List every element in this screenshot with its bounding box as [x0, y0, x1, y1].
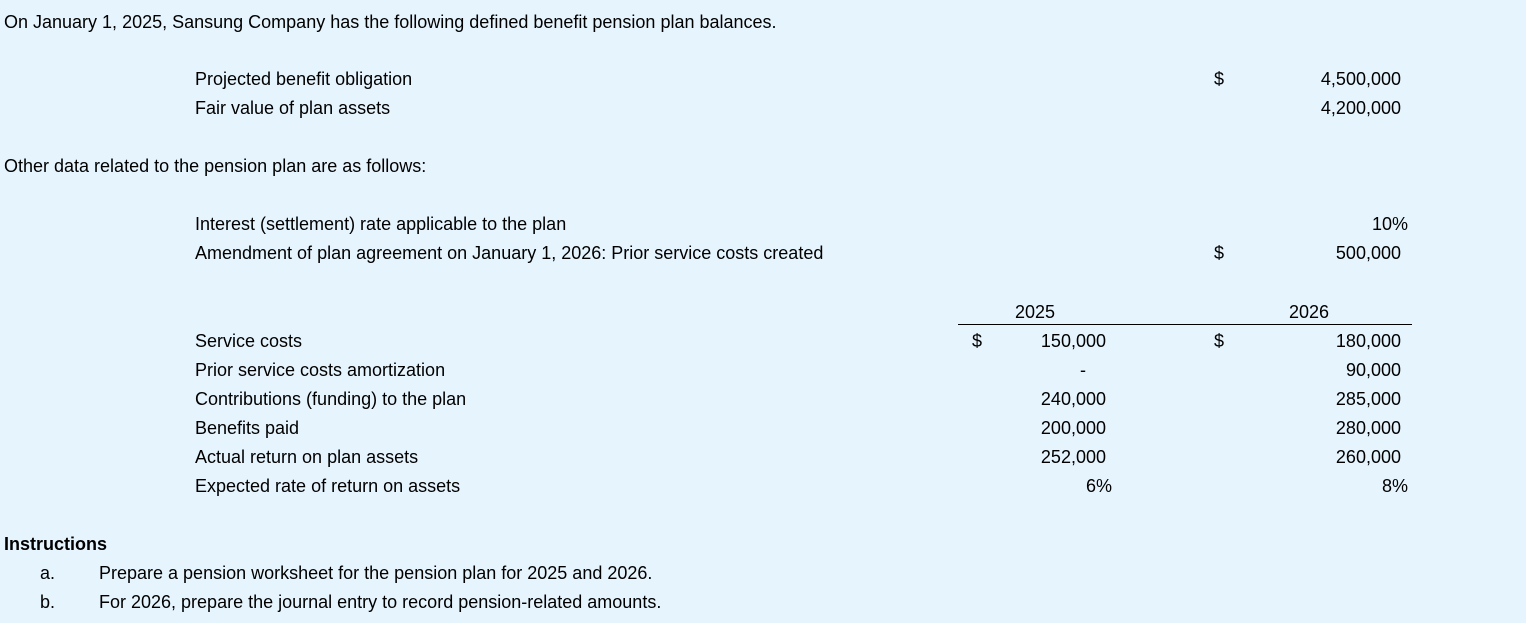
other-label-prior-service: Amendment of plan agreement on January 1, 2026: Prior service costs created: [195, 243, 824, 263]
row-label-actual-return: Actual return on plan assets: [195, 447, 419, 467]
row-value-2025-service-costs: 150,000: [1040, 331, 1106, 351]
intro-text: On January 1, 2025, Sansung Company has the following defined benefit pension plan balances.: [4, 12, 777, 32]
row-value-2025-expected-rate: 6%: [1085, 476, 1112, 496]
row-value-2026-actual-return: 260,000: [1335, 447, 1401, 467]
row-label-benefits-paid: Benefits paid: [195, 418, 300, 438]
instruction-letter-b: b.: [40, 592, 56, 612]
row-value-2026-service-costs: 180,000: [1335, 331, 1401, 351]
instruction-text-b: For 2026, prepare the journal entry to record pension-related amounts.: [99, 592, 662, 612]
column-header-2025: 2025: [1015, 302, 1056, 322]
balance-value-plan-assets: 4,200,000: [1320, 98, 1401, 118]
row-value-2025-contributions: 240,000: [1040, 389, 1106, 409]
row-currency-2026-service-costs: $: [1214, 331, 1225, 351]
other-value-prior-service: 500,000: [1335, 243, 1401, 263]
row-value-2026-contributions: 285,000: [1335, 389, 1401, 409]
column-header-2026: 2026: [1289, 302, 1330, 322]
row-value-2025-actual-return: 252,000: [1040, 447, 1106, 467]
instruction-letter-a: a.: [40, 563, 56, 583]
row-value-2025-benefits-paid: 200,000: [1040, 418, 1106, 438]
row-currency-2025-service-costs: $: [972, 331, 983, 351]
row-value-2026-psc-amortization: 90,000: [1345, 360, 1401, 380]
other-label-interest-rate: Interest (settlement) rate applicable to the plan: [195, 214, 567, 234]
row-value-2025-psc-amortization: -: [1080, 360, 1086, 380]
row-label-service-costs: Service costs: [195, 331, 303, 351]
other-currency-prior-service: $: [1214, 243, 1225, 263]
instruction-text-a: Prepare a pension worksheet for the pension plan for 2025 and 2026.: [99, 563, 653, 583]
row-label-expected-rate: Expected rate of return on assets: [195, 476, 461, 496]
row-value-2026-expected-rate: 8%: [1381, 476, 1408, 496]
balance-label-pbo: Projected benefit obligation: [195, 69, 413, 89]
instructions-title: Instructions: [4, 534, 108, 554]
row-label-psc-amortization: Prior service costs amortization: [195, 360, 446, 380]
row-value-2026-benefits-paid: 280,000: [1335, 418, 1401, 438]
balance-currency-pbo: $: [1214, 69, 1225, 89]
balance-label-plan-assets: Fair value of plan assets: [195, 98, 391, 118]
header-underline: [958, 324, 1412, 325]
balance-value-pbo: 4,500,000: [1320, 69, 1401, 89]
other-data-intro: Other data related to the pension plan are as follows:: [4, 156, 427, 176]
row-label-contributions: Contributions (funding) to the plan: [195, 389, 467, 409]
other-value-interest-rate: 10%: [1371, 214, 1408, 234]
